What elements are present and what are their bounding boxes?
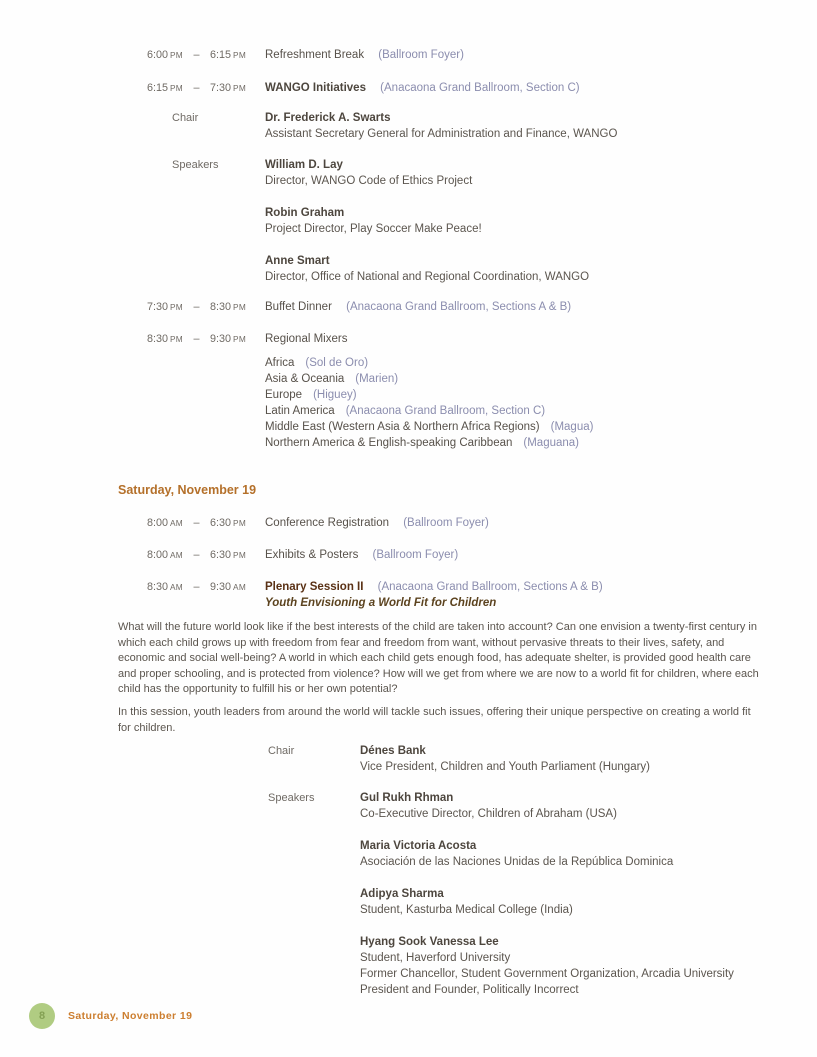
end-time: 9:30	[210, 333, 232, 345]
meridiem: AM	[233, 582, 247, 592]
person-name: Anne Smart	[265, 255, 330, 267]
start-time: 8:30	[146, 581, 168, 593]
time-range	[128, 299, 265, 315]
time-range	[128, 579, 265, 595]
person	[265, 205, 817, 237]
person-name: Dénes Bank	[360, 745, 426, 758]
end-time: 6:30	[210, 517, 232, 529]
start-time: 6:00	[146, 49, 168, 61]
event-location: (Ballroom Foyer)	[372, 549, 459, 561]
mixer-item	[265, 371, 817, 387]
person-name: Adipya Sharma	[360, 888, 444, 901]
meridiem: PM	[233, 302, 247, 312]
event-location: (Anacaona Grand Ballroom, Sections A & B)	[377, 581, 603, 593]
person-role: President and Founder, Politically Incorrect	[360, 984, 579, 997]
speakers-label: Speakers	[268, 792, 315, 805]
start-time: 8:00	[146, 517, 168, 529]
time-dash: –	[193, 49, 200, 61]
mixer-location: (Marien)	[355, 373, 399, 385]
event-title: WANGO Initiatives	[265, 82, 366, 94]
description-paragraph: In this session, youth leaders from around the world will tackle such issues, offering their unique perspective on creating a world fit for children.	[118, 705, 751, 734]
page-number-badge: 8	[29, 1003, 55, 1029]
event-title: Exhibits & Posters	[265, 549, 359, 561]
time-dash: –	[193, 517, 200, 529]
mixer-region: Northern America & English-speaking Caribbean	[265, 437, 513, 449]
start-time: 8:30	[146, 333, 168, 345]
session-row-wango	[0, 80, 817, 96]
footer-date: Saturday, November 19	[68, 1010, 193, 1022]
mixer-item	[265, 403, 817, 419]
person-role: Student, Haverford University	[360, 952, 511, 965]
person-role: Student, Kasturba Medical College (India)	[360, 904, 573, 917]
meridiem: AM	[169, 550, 183, 560]
mixer-region: Europe	[265, 389, 303, 401]
person	[360, 886, 817, 918]
event-title: Buffet Dinner	[265, 301, 332, 313]
page-footer	[29, 1003, 192, 1029]
time-dash: –	[193, 333, 200, 345]
time-range	[128, 80, 265, 96]
session-row-mixers	[0, 331, 817, 347]
start-time: 6:15	[146, 82, 168, 94]
person-name: Gul Rukh Rhman	[360, 792, 454, 805]
session-row-buffet	[0, 299, 817, 315]
event-title: Conference Registration	[265, 517, 390, 529]
person	[360, 743, 817, 775]
meridiem: PM	[233, 83, 247, 93]
time-dash: –	[193, 82, 200, 94]
person-role: Director, Office of National and Regional Coordination, WANGO	[265, 271, 590, 283]
description-paragraph: What will the future world look like if the best interests of the child are taken into account? Can one envision a twenty-first century in which each child grows up with freedom from fear and freedom from want, without pervasive threats to their lives, safety, and economic and social well-being? A world in which each child gets enough food, has adequate shelter, is provided good health care and proper schooling, and is protected from violence? How will we get from where we are now to a world fit for children, where each child has the opportunity to fulfill his or her own potential?	[118, 621, 759, 696]
event-title: Plenary Session II	[265, 581, 364, 593]
start-time: 7:30	[146, 301, 168, 313]
session-row-exhibits	[0, 547, 817, 563]
end-time: 7:30	[210, 82, 232, 94]
mixer-region: Asia & Oceania	[265, 373, 345, 385]
chair-label: Chair	[268, 745, 295, 758]
session-row-plenary	[0, 579, 817, 611]
day-heading: Saturday, November 19	[118, 483, 257, 497]
meridiem: PM	[169, 83, 183, 93]
event-location: (Ballroom Foyer)	[378, 49, 464, 61]
mixer-item	[265, 419, 817, 435]
person-role: Asociación de las Naciones Unidas de la República Dominica	[360, 856, 674, 869]
time-dash: –	[193, 581, 200, 593]
person-name: Robin Graham	[265, 207, 345, 219]
mixer-item	[265, 355, 817, 371]
mixer-item	[265, 387, 817, 403]
speakers-block	[172, 157, 817, 285]
mixer-item	[265, 435, 817, 451]
regional-mixers-list	[265, 355, 817, 451]
event-title: Regional Mixers	[265, 333, 348, 345]
person-name: Maria Victoria Acosta	[360, 840, 477, 853]
mixer-location: (Magua)	[550, 421, 594, 433]
meridiem: PM	[169, 50, 183, 60]
chair-block	[172, 110, 817, 142]
mixer-location: (Anacaona Grand Ballroom, Section C)	[345, 405, 546, 417]
time-range	[128, 547, 265, 563]
start-time: 8:00	[146, 549, 168, 561]
event-title: Refreshment Break	[265, 49, 365, 61]
person	[265, 157, 817, 189]
session-subtitle: Youth Envisioning a World Fit for Children	[265, 597, 497, 609]
mixer-location: (Sol de Oro)	[305, 357, 369, 369]
person-name: Hyang Sook Vanessa Lee	[360, 936, 499, 949]
time-range	[128, 331, 265, 347]
event-location: (Anacaona Grand Ballroom, Section C)	[380, 82, 580, 94]
time-dash: –	[193, 549, 200, 561]
person	[265, 253, 817, 285]
person	[265, 110, 817, 142]
end-time: 9:30	[210, 581, 232, 593]
session-row-registration	[0, 515, 817, 531]
person-name: Dr. Frederick A. Swarts	[265, 112, 391, 124]
event-location: (Ballroom Foyer)	[403, 517, 489, 529]
chair-label: Chair	[172, 112, 199, 124]
meridiem: AM	[169, 518, 183, 528]
end-time: 8:30	[210, 301, 232, 313]
person	[360, 838, 817, 870]
time-range	[128, 47, 265, 63]
mixer-location: (Higuey)	[313, 389, 357, 401]
mixer-region: Middle East (Western Asia & Northern Africa Regions)	[265, 421, 540, 433]
meridiem: PM	[233, 334, 247, 344]
mixer-region: Africa	[265, 357, 295, 369]
person	[360, 934, 817, 998]
end-time: 6:30	[210, 549, 232, 561]
end-time: 6:15	[210, 49, 232, 61]
session-row-refreshment	[0, 47, 817, 63]
mixer-region: Latin America	[265, 405, 335, 417]
speakers-label: Speakers	[172, 159, 219, 171]
person-role: Former Chancellor, Student Government Organization, Arcadia University	[360, 968, 734, 981]
person-role: Co-Executive Director, Children of Abraham (USA)	[360, 808, 617, 821]
meridiem: PM	[169, 302, 183, 312]
meridiem: PM	[233, 50, 247, 60]
meridiem: PM	[233, 518, 247, 528]
meridiem: PM	[233, 550, 247, 560]
person	[360, 790, 817, 822]
person-role: Project Director, Play Soccer Make Peace!	[265, 223, 482, 235]
speakers-block	[268, 790, 817, 998]
chair-block	[268, 743, 817, 775]
mixer-location: (Maguana)	[523, 437, 580, 449]
meridiem: AM	[169, 582, 183, 592]
event-location: (Anacaona Grand Ballroom, Sections A & B)	[346, 301, 572, 313]
person-name: William D. Lay	[265, 159, 343, 171]
person-role: Director, WANGO Code of Ethics Project	[265, 175, 473, 187]
meridiem: PM	[169, 334, 183, 344]
person-role: Vice President, Children and Youth Parliament (Hungary)	[360, 761, 651, 774]
time-dash: –	[193, 301, 200, 313]
person-role: Assistant Secretary General for Administration and Finance, WANGO	[265, 128, 618, 140]
time-range	[128, 515, 265, 531]
